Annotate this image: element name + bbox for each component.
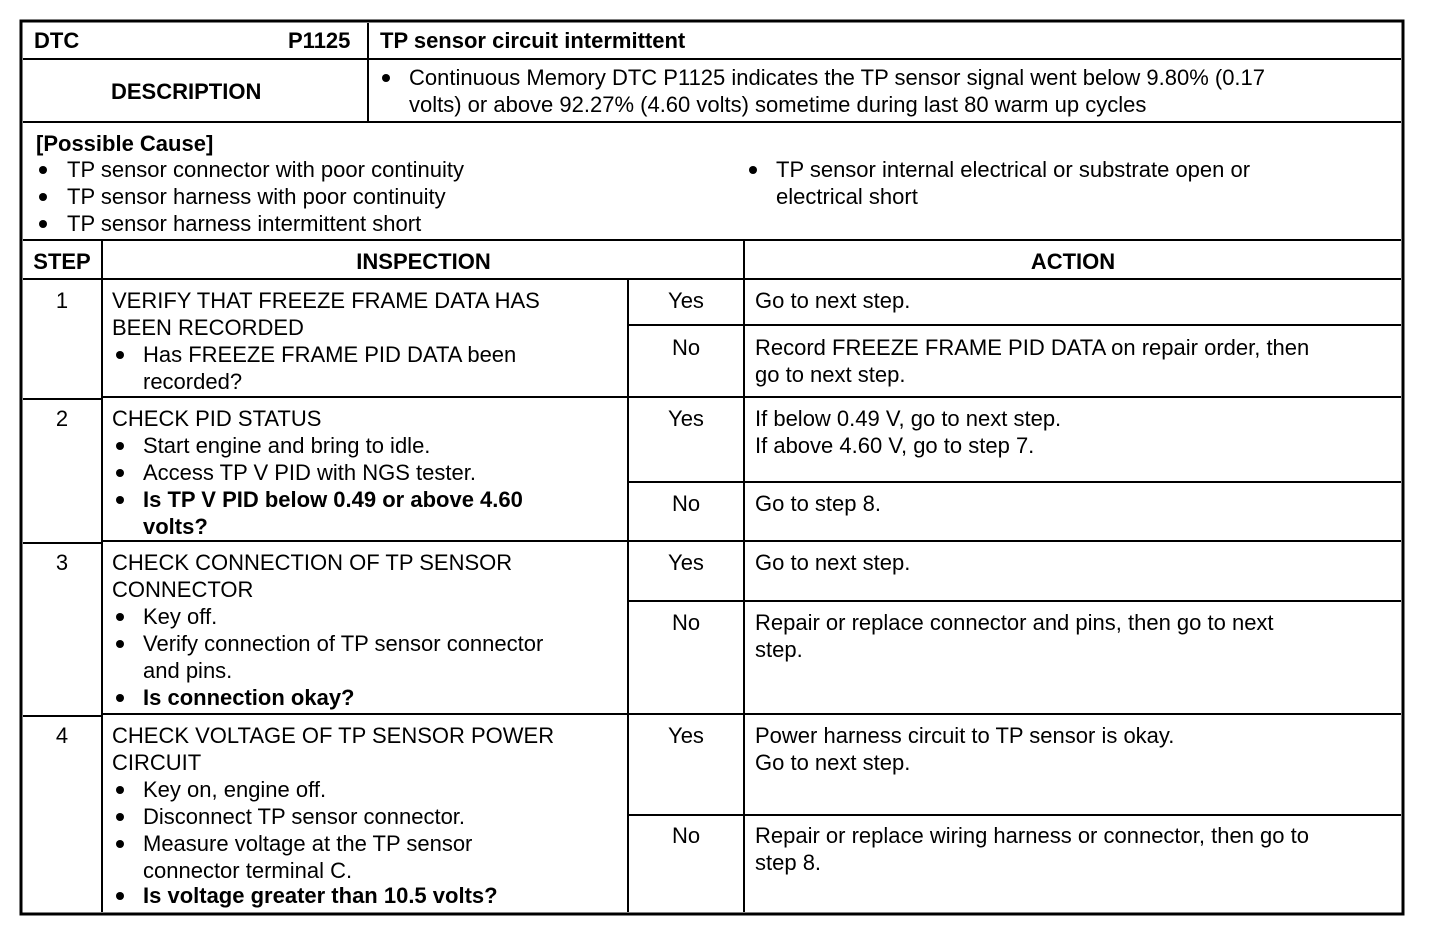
step-question: volts? [143,514,208,539]
bullet-icon [749,166,757,174]
bullet-icon [116,813,124,821]
yes-action: If above 4.60 V, go to step 7. [755,433,1035,458]
possible-cause-item: TP sensor connector with poor continuity [67,157,465,182]
possible-cause-item-continued: electrical short [776,184,918,209]
dtc-label: DTC [34,28,80,53]
bullet-icon [39,193,47,201]
bullet-icon [116,892,124,900]
step-number: 4 [55,723,69,748]
step-instruction: Has FREEZE FRAME PID DATA been [143,342,517,367]
description-line: volts) or above 92.27% (4.60 volts) sometime during last 80 warm up cycles [409,92,1147,117]
no-label: No [671,491,701,516]
step-question: Is voltage greater than 10.5 volts? [143,883,498,908]
bullet-icon [116,442,124,450]
no-label: No [671,335,701,360]
step-instruction: Verify connection of TP sensor connector [143,631,544,656]
bullet-icon [116,469,124,477]
bullet-icon [39,166,47,174]
step-title: CONNECTOR [112,577,254,602]
step-instruction: Access TP V PID with NGS tester. [143,460,476,485]
bullet-icon [116,840,124,848]
description-line: Continuous Memory DTC P1125 indicates the TP sensor signal went below 9.80% (0.17 [409,65,1266,90]
yes-action: Go to next step. [755,288,911,313]
yes-action: If below 0.49 V, go to next step. [755,406,1062,431]
no-action: Record FREEZE FRAME PID DATA on repair order, then [755,335,1310,360]
description-label: DESCRIPTION [111,79,262,104]
step-number: 1 [55,288,69,313]
yes-label: Yes [668,723,704,748]
yes-label: Yes [668,406,704,431]
step-title: BEEN RECORDED [112,315,304,340]
no-label: No [671,823,701,848]
step-instruction: Start engine and bring to idle. [143,433,431,458]
no-action: Repair or replace connector and pins, then go to next [755,610,1274,635]
bullet-icon [116,613,124,621]
step-instruction: connector terminal C. [143,858,353,883]
bullet-icon [116,496,124,504]
possible-cause-item: TP sensor harness intermittent short [67,211,422,236]
bullet-icon [116,640,124,648]
no-action: go to next step. [755,362,906,387]
step-number: 3 [55,550,69,575]
yes-action: Go to next step. [755,550,911,575]
bullet-icon [116,351,124,359]
dtc-code: P1125 [288,28,351,53]
step-instruction: Measure voltage at the TP sensor [143,831,473,856]
step-title: CHECK CONNECTION OF TP SENSOR [112,550,513,575]
yes-label: Yes [668,550,704,575]
column-header-inspection: INSPECTION [356,249,491,274]
no-action: step 8. [755,850,822,875]
no-action: step. [755,637,803,662]
yes-label: Yes [668,288,704,313]
yes-action: Go to next step. [755,750,911,775]
step-title: VERIFY THAT FREEZE FRAME DATA HAS [112,288,540,313]
bullet-icon [116,694,124,702]
step-instruction: Key on, engine off. [143,777,327,802]
step-instruction: Key off. [143,604,218,629]
bullet-icon [39,220,47,228]
step-title: CHECK VOLTAGE OF TP SENSOR POWER [112,723,555,748]
step-number: 2 [55,406,69,431]
possible-cause-heading: [Possible Cause] [36,131,214,156]
step-instruction: Disconnect TP sensor connector. [143,804,466,829]
possible-cause-item: TP sensor internal electrical or substrate open or [776,157,1251,182]
bullet-icon [116,786,124,794]
step-title: CHECK PID STATUS [112,406,322,431]
no-label: No [671,610,701,635]
step-title: CIRCUIT [112,750,202,775]
step-instruction: recorded? [143,369,243,394]
step-instruction: and pins. [143,658,233,683]
dtc-title: TP sensor circuit intermittent [380,28,686,53]
possible-cause-item: TP sensor harness with poor continuity [67,184,446,209]
yes-action: Power harness circuit to TP sensor is okay. [755,723,1175,748]
no-action: Repair or replace wiring harness or connector, then go to [755,823,1309,848]
column-header-step: STEP [33,249,91,274]
column-header-action: ACTION [1030,249,1116,274]
bullet-icon [382,74,390,82]
step-question: Is TP V PID below 0.49 or above 4.60 [143,487,523,512]
step-question: Is connection okay? [143,685,355,710]
no-action: Go to step 8. [755,491,881,516]
